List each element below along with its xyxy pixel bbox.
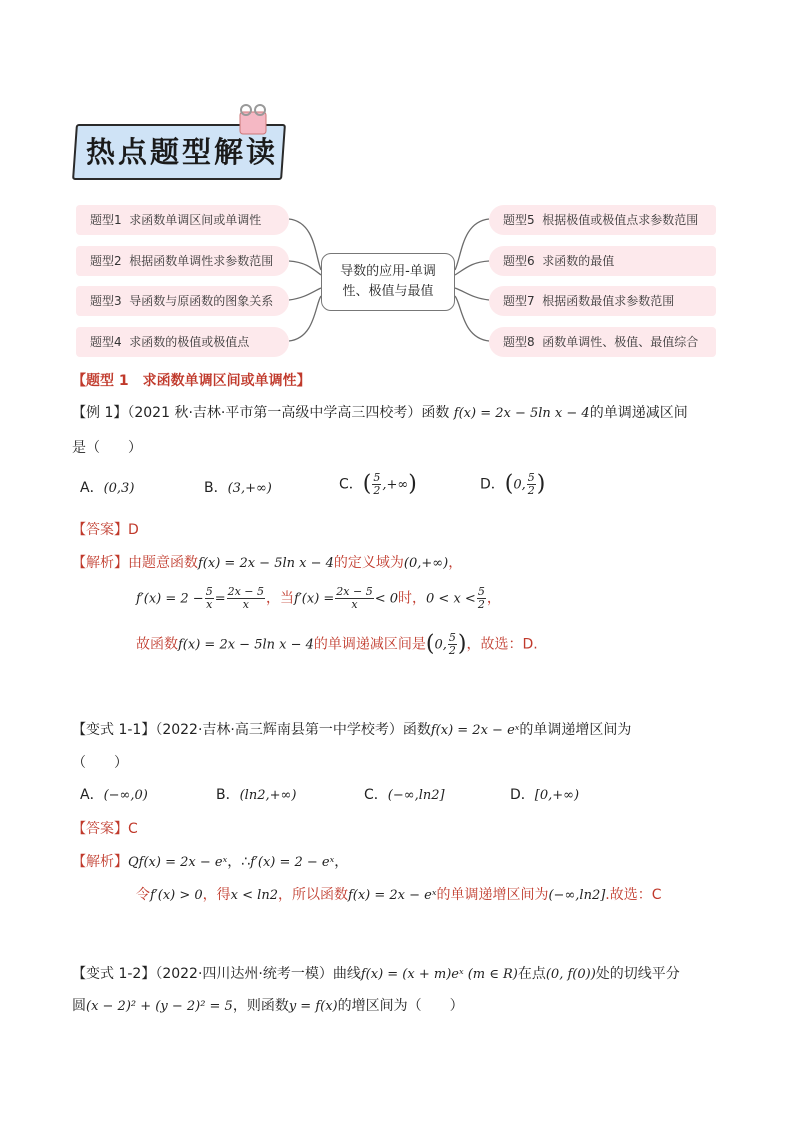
- mindmap-center-line2: 性、极值与最值: [342, 284, 434, 299]
- mindmap-item-type6: 题型6 求函数的最值: [489, 246, 716, 276]
- example1-explanation-line2: f′(x) = 2 − $\frac{5}{x}$ = $\frac{2x - 5}{x}$ ，当f′(x) = $\frac{2x - 5}{x}$ < 0时，0 < x < $\frac{5}{2}$ ，: [136, 585, 501, 611]
- mindmap-center: [321, 253, 455, 311]
- example1-explanation-line3: 故函数f(x) = 2x − 5ln x − 4的单调递减区间是(0, $\frac{5}{2}$ )，故选：D.: [136, 631, 538, 657]
- mindmap-item-type1: 题型1 求函数单调区间或单调性: [76, 205, 289, 235]
- option-b: B．(3,+∞): [204, 480, 272, 496]
- function-expr: f(x) = 2x − 5ln x − 4: [453, 406, 590, 421]
- example-tail: 的单调递减区间: [589, 405, 688, 421]
- v11-option-b: B．(ln2,+∞): [216, 787, 297, 803]
- example1-explanation-line1: 【解析】由题意函数f(x) = 2x − 5ln x − 4的定义域为(0,+∞)，: [72, 555, 463, 571]
- example-source: （2021 秋·吉林·平市第一高级中学高三四校考）函数: [127, 405, 450, 421]
- v11-option-c: C．(−∞,ln2]: [364, 787, 445, 803]
- example1-line2: 是（ ）: [72, 440, 142, 456]
- mindmap-item-type8: 题型8 函数单调性、极值、最值综合: [489, 327, 716, 357]
- banner-title: 热点题型解读: [86, 135, 279, 169]
- example1-answer: 【答案】D: [72, 522, 139, 538]
- section-heading: 【题型 1 求函数单调区间或单调性】: [72, 373, 311, 389]
- v11-option-a: A．(−∞,0): [80, 787, 148, 803]
- mindmap-item-type3: 题型3 导函数与原函数的图象关系: [76, 286, 289, 316]
- variant12-line1: 【变式 1-2】（2022·四川达州·统考一模）曲线f(x) = (x + m)eˣ (m ∈ R)在点(0, f(0))处的切线平分: [72, 966, 680, 982]
- variant11-explanation-line1: 【解析】Qf(x) = 2x − eˣ，∴f′(x) = 2 − eˣ，: [72, 854, 349, 870]
- variant11-line1: 【变式 1-1】（2022·吉林·高三辉南县第一中学校考）函数f(x) = 2x − eˣ的单调递增区间为: [72, 722, 632, 738]
- mindmap-item-type7: 题型7 根据函数最值求参数范围: [489, 286, 716, 316]
- variant12-line2: 圆(x − 2)² + (y − 2)² = 5，则函数y = f(x)的增区间为（ ）: [72, 998, 464, 1014]
- option-d: D．(0, $\frac{5}{2}$ ): [480, 471, 546, 497]
- v11-option-d: D．[0,+∞): [510, 787, 580, 803]
- option-a: A．(0,3): [80, 480, 135, 496]
- example-tag: 【例 1】: [72, 405, 128, 421]
- mindmap-item-type5: 题型5 根据极值或极值点求参数范围: [489, 205, 716, 235]
- variant11-answer: 【答案】C: [72, 821, 138, 837]
- mindmap-item-type2: 题型2 根据函数单调性求参数范围: [76, 246, 289, 276]
- option-c: C．( $\frac{5}{2}$ ,+∞): [339, 471, 417, 497]
- example1-line1: [72, 403, 688, 424]
- variant11-explanation-line2: 令f′(x) > 0，得x < ln2，所以函数f(x) = 2x − eˣ的单调递增区间为(−∞,ln2].故选：C: [136, 887, 662, 903]
- mindmap-center-line1: 导数的应用-单调: [340, 264, 436, 279]
- variant11-line2: （ ）: [72, 755, 128, 771]
- mindmap-item-type4: 题型4 求函数的极值或极值点: [76, 327, 289, 357]
